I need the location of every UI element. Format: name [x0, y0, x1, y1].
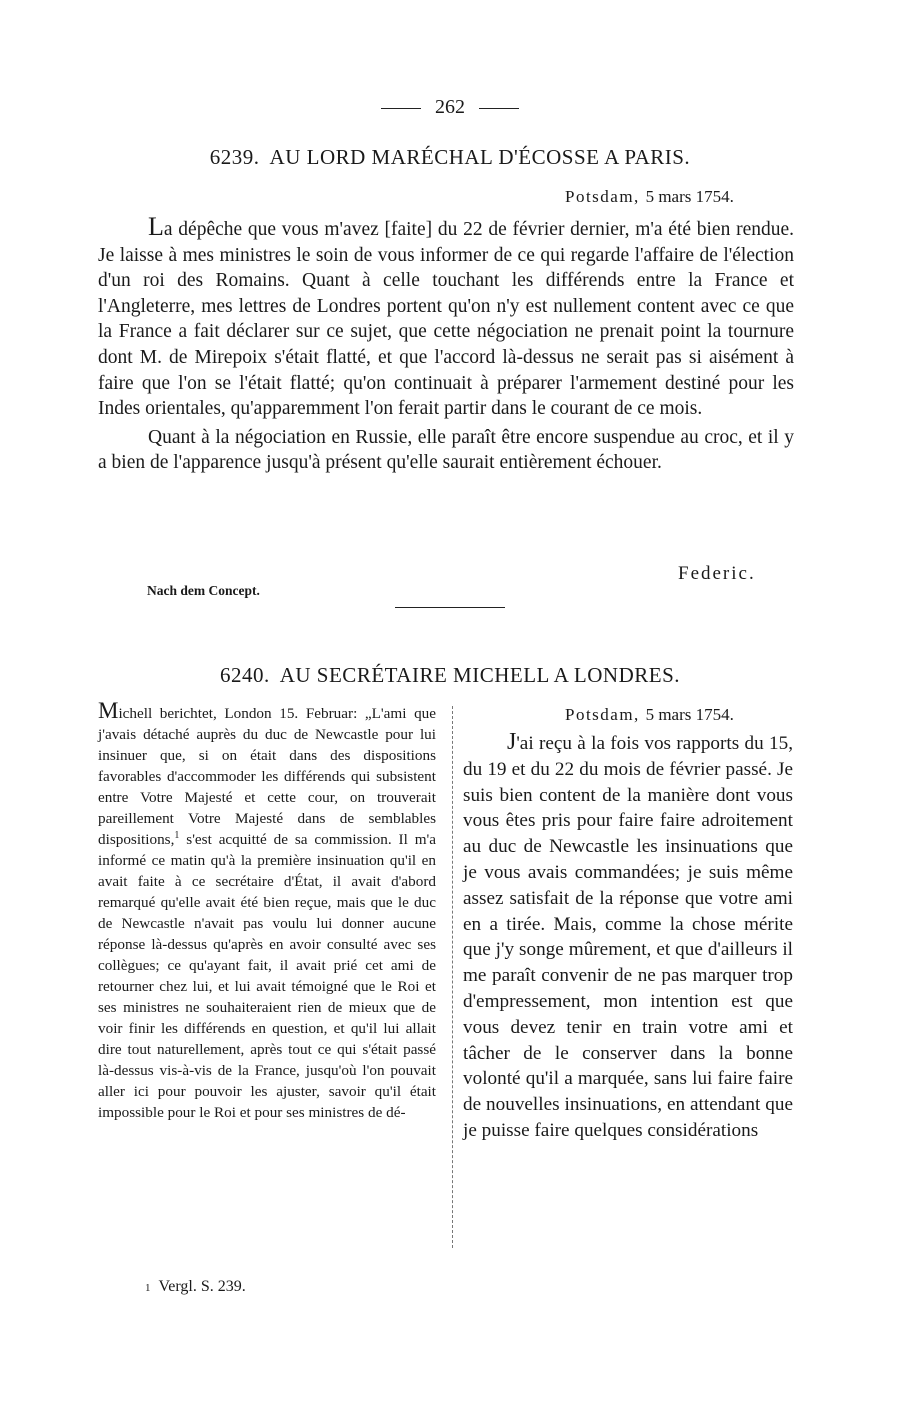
letter-6240-body [463, 730, 793, 1144]
letter-6240-heading [0, 663, 900, 688]
letter-6239-heading [0, 145, 900, 170]
letter-6239-body [98, 214, 794, 476]
letter-6240-summary-initial: M [98, 698, 119, 723]
footnote [145, 1278, 246, 1296]
letter-6239-date: 5 mars 1754. [645, 187, 734, 206]
letter-6239-dateline [565, 187, 734, 207]
letter-6239-paragraph-1: La dépêche que vous m'avez [faite] du 22 de février dernier, m'a été bien rendue. Je laisse à mes ministres le soin de vous informer de ce qui regarde l'affaire de l'élection d'un roi des Romains. Quant à celle touchant les différends entre la France et l'Angleterre, mes lettres de Londres portent qu'on n'y est nullement content avec ce que la France a fait déclarer sur ce sujet, que cette négociation ne prenait point la tournure dont M. de Mirepoix s'était flatté, et que l'accord là-dessus ne serait pas si aisément à faire que l'on se l'était flatté; qu'on continuait à préparer l'armement destiné pour les Indes orientales, qu'apparemment l'on ferait partir dans le courant de ce mois. [98, 212, 794, 420]
letter-6239-source-note: Nach dem Concept. [147, 583, 260, 598]
letter-6240-summary-part-1: ichell berichtet, London 15. Februar: „L'ami que j'avais détaché auprès du duc de Newcastle pour lui insinuer que, si on était dans des dispositions favorables d'accommoder les différends qui subsistent entre Votre Majesté et cette cour, on trouverait pareillement Votre Majesté dans de semblables dispositions, [98, 705, 436, 848]
letter-6240-dateline [565, 705, 734, 725]
page-number [0, 96, 900, 119]
letter-6240-place: Potsdam, [565, 705, 640, 724]
letter-6240-text-body: 'ai reçu à la fois vos rapports du 15, du 19 et du 22 du mois de février passé. Je suis bien content de la manière dont vous vous êtes pris pour faire faire adroitement au duc de Newcastle les insinuations que je vous avais commandées; je suis même assez satisfait de la réponse que votre ami en a tirée. Mais, comme la chose mérite que j'y songe mûrement, et que d'ailleurs il me paraît convenir de ne pas marquer trop d'empressement, mon intention est que vous devez tenir en train votre ami et tâcher de le conserver dans la bonne volonté qu'il a marquée, sans lui faire faire de nouvelles insinuations, en attendant que je puisse faire quelques considérations [463, 733, 793, 1141]
page-number-dash-right [479, 108, 519, 109]
letter-6240-summary [98, 700, 436, 1123]
page-number-dash-left [381, 108, 421, 109]
letter-6239-paragraph-2: Quant à la négociation en Russie, elle paraît être encore suspendue au croc, et il y a bien de l'apparence jusqu'à présent qu'elle saurait entièrement échouer. [98, 426, 794, 474]
letter-6240-number: 6240. [219, 663, 270, 687]
letter-6240-summary-text [98, 700, 436, 1123]
section-divider-rule [395, 607, 505, 608]
letter-6240-text-initial: J [507, 729, 517, 755]
letter-6239-title: AU LORD MARÉCHAL D'ÉCOSSE A PARIS. [269, 145, 691, 169]
page-number-text: 262 [435, 96, 465, 118]
footnote-reference: 1 [174, 829, 180, 841]
letter-6240-title: AU SECRÉTAIRE MICHELL A LONDRES. [279, 663, 681, 687]
letter-6240-date: 5 mars 1754. [645, 705, 734, 724]
letter-6239-place: Potsdam, [565, 187, 640, 206]
letter-6240-summary-part-2: s'est acquitté de sa commission. Il m'a informé ce matin qu'à la première insinuation qu'il en avait faite à ce secrétaire d'État, il avait d'abord remarqué qu'elle avait été bien reçue, mais que le duc de Newcastle n'avait pas voulu lui donner aucune réponse là-dessus qu'après en avoir consulté avec ses collègues; ce qu'ayant fait, il avait prié cet ami de retourner chez lui, et lui avait témoigné que le Roi et ses ministres ne souhaiteraient rien de mieux que de voir finir les différends en question, et qu'il lui allait dire tout naturellement, après tout ce qui s'était passé là-dessus vis-à-vis de la France, jusqu'où l'on pouvait aller ici pour pouvoir les ajuster, savoir qu'il était impossible pour le Roi et pour ses ministres de dé- [98, 831, 436, 1121]
letter-6239-signature: Federic. [678, 563, 756, 584]
footnote-text: Vergl. S. 239. [158, 1278, 246, 1295]
letter-6239-number: 6239. [209, 145, 260, 169]
column-divider [452, 706, 453, 1248]
letter-6240-text [463, 730, 793, 1144]
footnote-mark: 1 [145, 1282, 151, 1294]
